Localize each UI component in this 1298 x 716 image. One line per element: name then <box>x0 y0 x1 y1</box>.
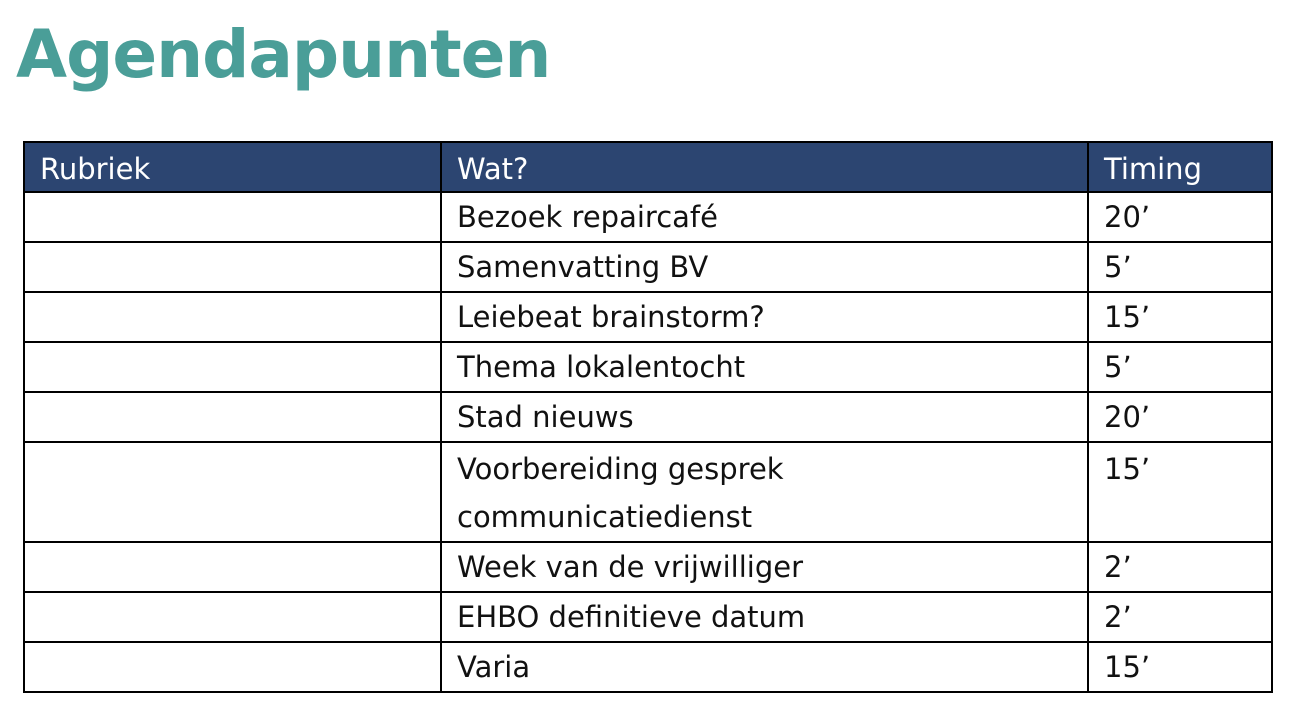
timing-cell: 15’ <box>1088 292 1272 342</box>
timing-cell: 5’ <box>1088 342 1272 392</box>
wat-cell: Samenvatting BV <box>441 242 1088 292</box>
table-row <box>24 392 1272 442</box>
timing-cell: 15’ <box>1088 442 1272 542</box>
timing-cell: 20’ <box>1088 392 1272 442</box>
table-row <box>24 642 1272 692</box>
wat-cell: Leiebeat brainstorm? <box>441 292 1088 342</box>
timing-cell: 5’ <box>1088 242 1272 292</box>
table-row <box>24 242 1272 292</box>
rubriek-cell <box>24 592 441 642</box>
table-row <box>24 342 1272 392</box>
table-row <box>24 542 1272 592</box>
wat-cell: Bezoek repaircafé <box>441 192 1088 242</box>
column-header-timing: Timing <box>1088 142 1272 192</box>
timing-cell: 20’ <box>1088 192 1272 242</box>
rubriek-cell <box>24 442 441 542</box>
wat-cell: Week van de vrijwilliger <box>441 542 1088 592</box>
wat-cell: Stad nieuws <box>441 392 1088 442</box>
table-row <box>24 292 1272 342</box>
rubriek-cell <box>24 192 441 242</box>
page-title: Agendapunten <box>16 16 551 93</box>
table-row <box>24 442 1272 542</box>
table-header-row <box>24 142 1272 192</box>
rubriek-cell <box>24 542 441 592</box>
wat-cell: Varia <box>441 642 1088 692</box>
table-row <box>24 592 1272 642</box>
rubriek-cell <box>24 292 441 342</box>
timing-cell: 2’ <box>1088 592 1272 642</box>
wat-cell: EHBO definitieve datum <box>441 592 1088 642</box>
table-row <box>24 192 1272 242</box>
column-header-wat: Wat? <box>441 142 1088 192</box>
timing-cell: 15’ <box>1088 642 1272 692</box>
agenda-table <box>23 141 1273 693</box>
wat-cell: Voorbereiding gesprek communicatiedienst <box>441 442 1088 542</box>
rubriek-cell <box>24 342 441 392</box>
rubriek-cell <box>24 392 441 442</box>
timing-cell: 2’ <box>1088 542 1272 592</box>
rubriek-cell <box>24 242 441 292</box>
rubriek-cell <box>24 642 441 692</box>
wat-cell: Thema lokalentocht <box>441 342 1088 392</box>
column-header-rubriek: Rubriek <box>24 142 441 192</box>
